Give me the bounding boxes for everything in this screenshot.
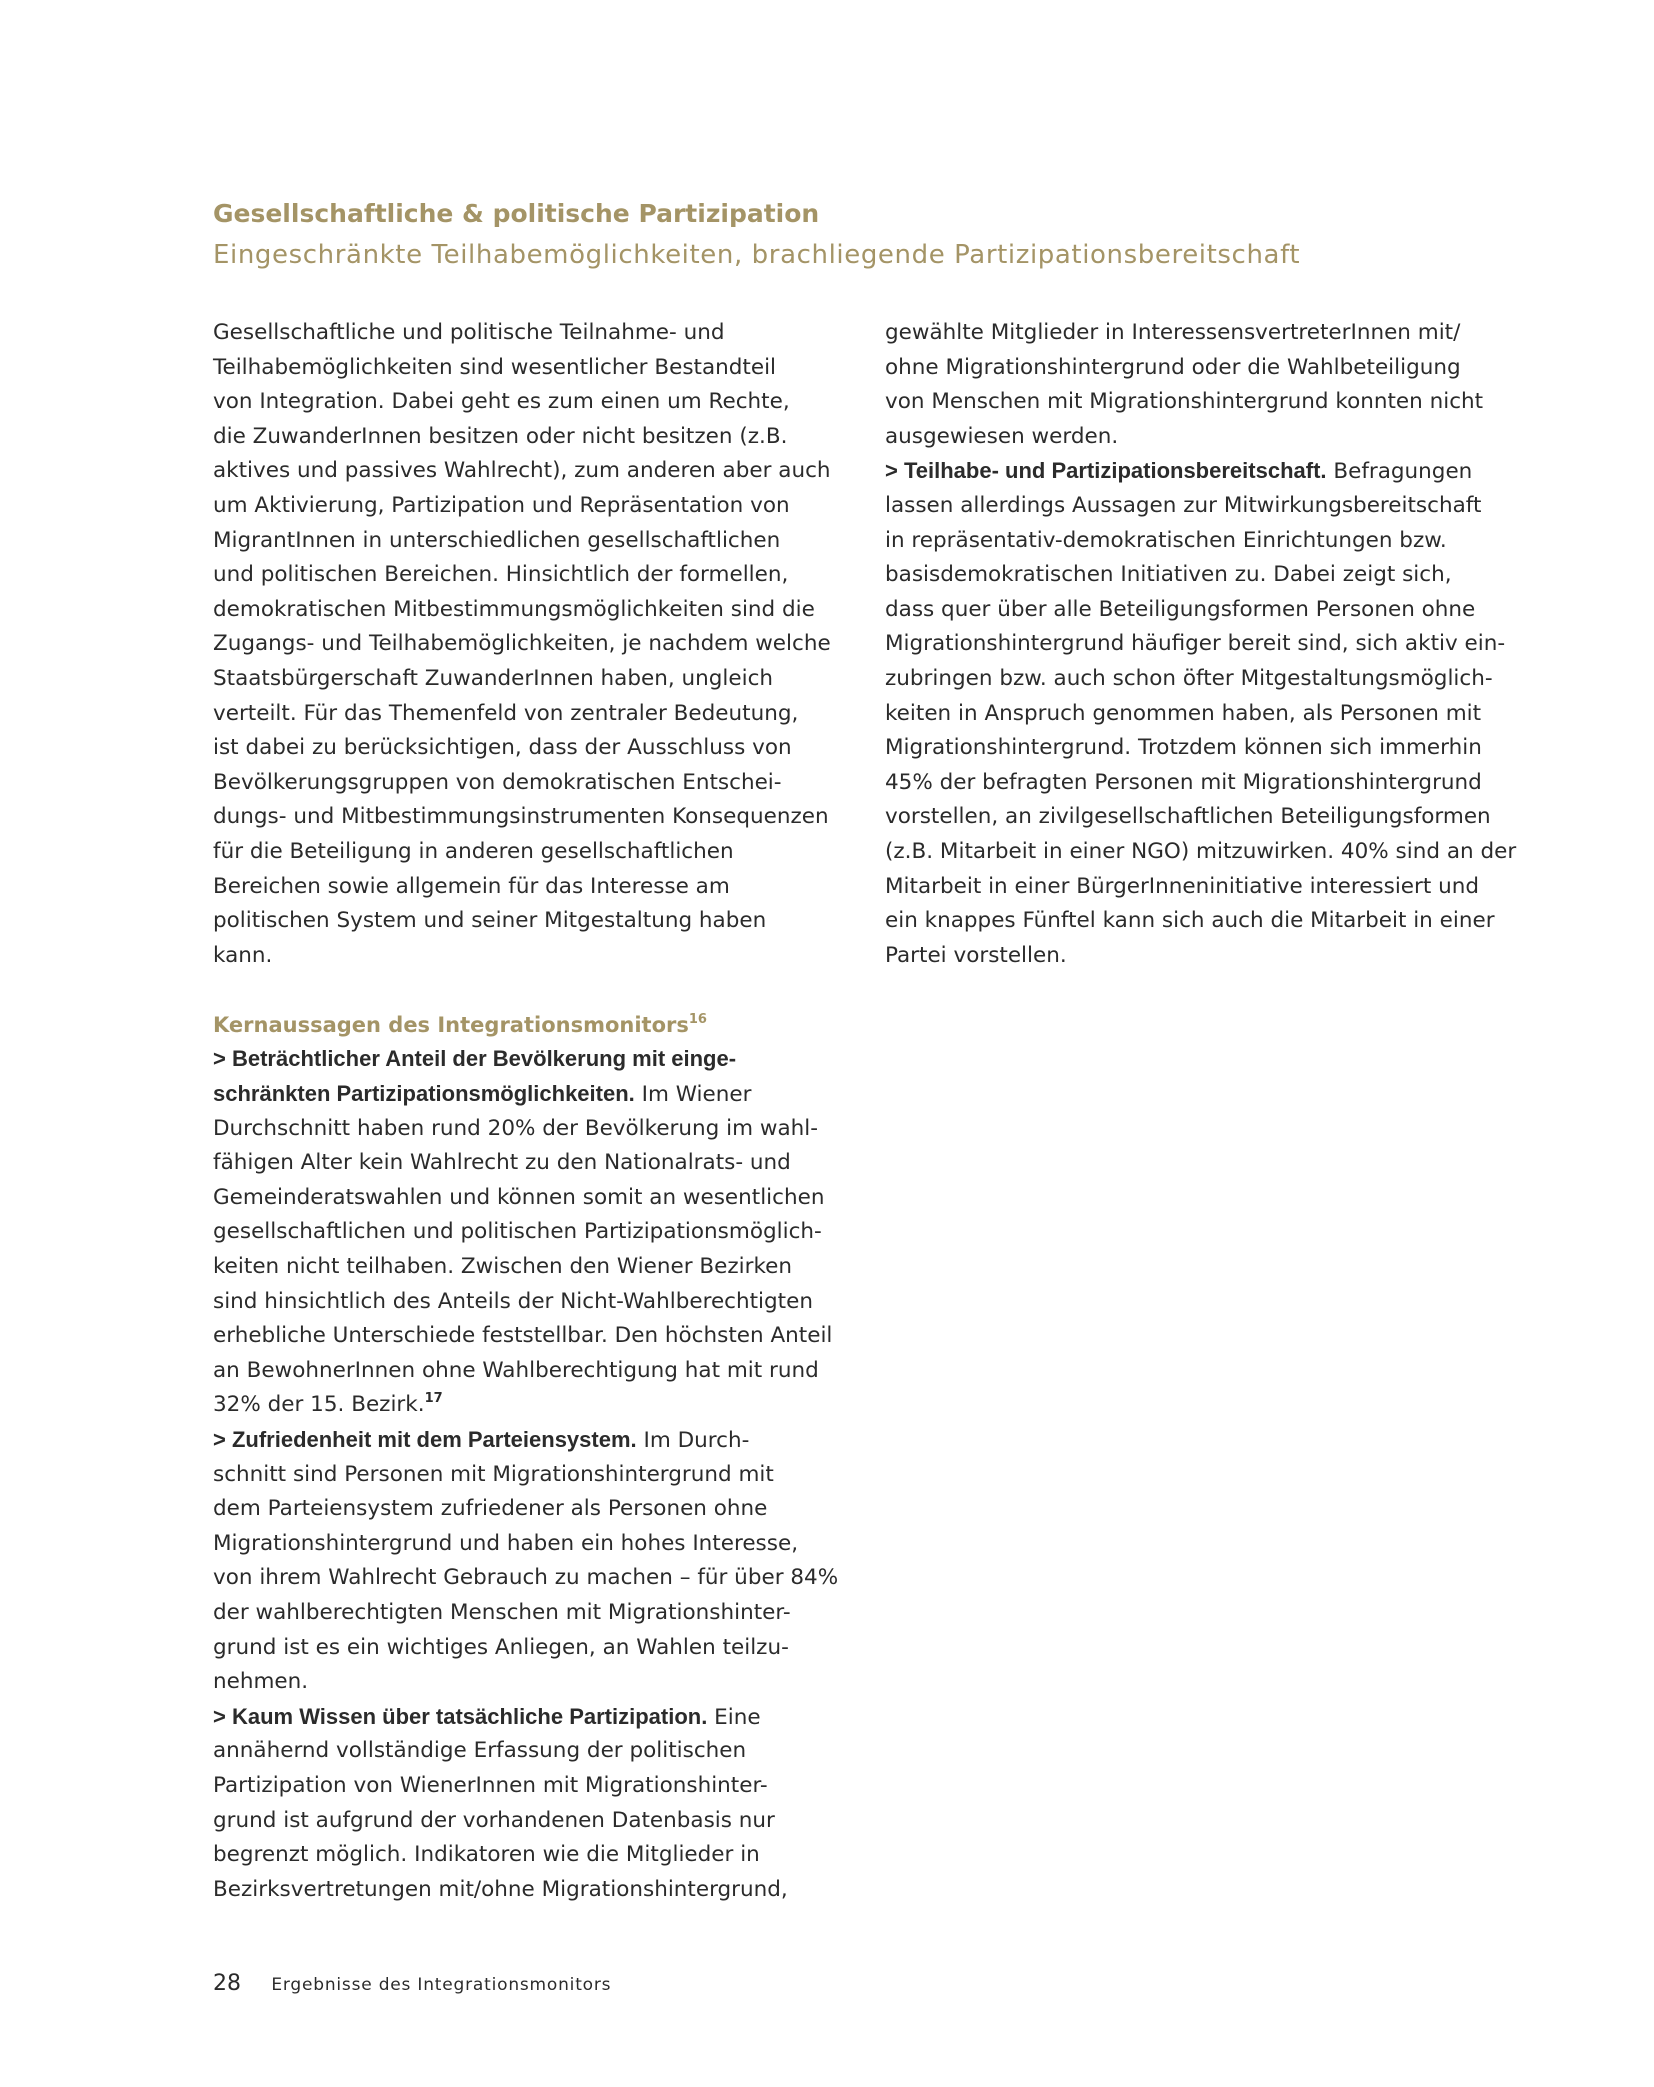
text-line: 45% der befragten Personen mit Migrationshintergrund bbox=[885, 769, 1482, 795]
text-line: Migrationshintergrund und haben ein hohes Interesse, bbox=[213, 1530, 799, 1556]
text-line: lassen allerdings Aussagen zur Mitwirkungsbereitschaft bbox=[885, 492, 1482, 518]
text-line: nehmen. bbox=[213, 1669, 309, 1695]
text-line: und politischen Bereichen. Hinsichtlich der formellen, bbox=[213, 562, 789, 588]
key-statement-4 bbox=[885, 454, 1535, 973]
page-subtitle: Eingeschränkte Teilhabemöglichkeiten, brachliegende Partizipationsbereitschaft bbox=[213, 240, 1301, 270]
text-line: dass quer über alle Beteiligungsformen Personen ohne bbox=[885, 596, 1476, 622]
text-line: demokratischen Mitbestimmungsmöglichkeiten sind die bbox=[213, 596, 815, 622]
text-line: in repräsentativ-demokratischen Einrichtungen bzw. bbox=[885, 527, 1447, 553]
continued-paragraph bbox=[885, 316, 1535, 454]
key-statement-1 bbox=[213, 1042, 863, 1423]
text-line: Gesellschaftliche und politische Teilnahme- und bbox=[213, 320, 725, 345]
text-line bbox=[213, 1423, 863, 1458]
text-line: verteilt. Für das Themenfeld von zentraler Bedeutung, bbox=[213, 700, 799, 726]
text-line: (z.B. Mitarbeit in einer NGO) mitzuwirken. 40% sind an der bbox=[885, 838, 1517, 864]
text-line bbox=[213, 1388, 863, 1423]
text-line: dem Parteiensystem zufriedener als Personen ohne bbox=[213, 1496, 768, 1522]
text-line: ausgewiesen werden. bbox=[885, 423, 1119, 449]
text-line bbox=[213, 1077, 863, 1112]
text-line: grund ist aufgrund der vorhandenen Datenbasis nur bbox=[213, 1807, 775, 1833]
intro-paragraph bbox=[213, 316, 863, 973]
text-line: sind hinsichtlich des Anteils der Nicht-Wahlberechtigten bbox=[213, 1288, 813, 1314]
text-span: Im Wiener bbox=[634, 1082, 752, 1108]
text-line: ohne Migrationshintergrund oder die Wahlbeteiligung bbox=[885, 354, 1461, 380]
text-line: keiten in Anspruch genommen haben, als Personen mit bbox=[885, 700, 1482, 726]
text-line: basisdemokratischen Initiativen zu. Dabei zeigt sich, bbox=[885, 562, 1452, 588]
key-statement-heading: > Kaum Wissen über tatsächliche Partizipation. bbox=[213, 1703, 708, 1729]
key-statement-3 bbox=[213, 1700, 863, 1908]
text-line: aktives und passives Wahlrecht), zum anderen aber auch bbox=[213, 458, 831, 484]
text-line: zubringen bzw. auch schon öfter Mitgestaltungsmöglich- bbox=[885, 665, 1493, 691]
text-line: Migrationshintergrund häufiger bereit sind, sich aktiv ein- bbox=[885, 631, 1506, 657]
page-number: 28 bbox=[213, 1971, 241, 1996]
text-line: von ihrem Wahlrecht Gebrauch zu machen – für über 84% bbox=[213, 1565, 839, 1591]
text-span: 32% der 15. Bezirk. bbox=[213, 1392, 425, 1418]
text-line: Zugangs- und Teilhabemöglichkeiten, je nachdem welche bbox=[213, 631, 831, 657]
text-line: Bevölkerungsgruppen von demokratischen Entschei- bbox=[213, 769, 782, 795]
text-line: Partei vorstellen. bbox=[885, 942, 1067, 968]
text-line: um Aktivierung, Partizipation und Repräsentation von bbox=[213, 492, 790, 518]
footnote-ref: 17 bbox=[424, 1391, 443, 1407]
text-line: fähigen Alter kein Wahlrecht zu den Nationalrats- und bbox=[213, 1150, 791, 1176]
footer-section-label: Ergebnisse des Integrationsmonitors bbox=[271, 1975, 612, 1995]
text-line bbox=[213, 1700, 863, 1735]
text-line: vorstellen, an zivilgesellschaftlichen Beteiligungsformen bbox=[885, 804, 1491, 830]
text-line: ist dabei zu berücksichtigen, dass der Ausschluss von bbox=[213, 735, 792, 761]
text-line: Mitarbeit in einer BürgerInneninitiative interessiert und bbox=[885, 873, 1480, 899]
right-column bbox=[885, 316, 1535, 973]
text-line: Bereichen sowie allgemein für das Interesse am bbox=[213, 873, 730, 899]
text-line: gesellschaftlichen und politischen Partizipationsmöglich- bbox=[213, 1219, 822, 1245]
key-statement-2 bbox=[213, 1423, 863, 1700]
text-line: begrenzt möglich. Indikatoren wie die Mitglieder in bbox=[213, 1842, 760, 1868]
text-line: Partizipation von WienerInnen mit Migrationshinter- bbox=[213, 1772, 768, 1798]
text-line: gewählte Mitglieder in InteressensvertreterInnen mit/ bbox=[885, 320, 1461, 345]
text-line: Gemeinderatswahlen und können somit an wesentlichen bbox=[213, 1184, 825, 1210]
text-line: ein knappes Fünftel kann sich auch die Mitarbeit in einer bbox=[885, 908, 1495, 934]
text-line: politischen System und seiner Mitgestaltung haben bbox=[213, 908, 767, 934]
text-line: von Menschen mit Migrationshintergrund konnten nicht bbox=[885, 389, 1484, 415]
text-line: grund ist es ein wichtiges Anliegen, an Wahlen teilzu- bbox=[213, 1634, 789, 1660]
text-span: Befragungen bbox=[1326, 459, 1473, 485]
text-line: Migrationshintergrund. Trotzdem können sich immerhin bbox=[885, 735, 1482, 761]
key-statement-heading: > Teilhabe- und Partizipationsbereitschaft. bbox=[885, 458, 1327, 484]
text-line: Bezirksvertretungen mit/ohne Migrationshintergrund, bbox=[213, 1876, 788, 1902]
text-line: an BewohnerInnen ohne Wahlberechtigung hat mit rund bbox=[213, 1357, 819, 1383]
text-span: Eine bbox=[707, 1704, 761, 1730]
footnote-ref: 16 bbox=[688, 1011, 707, 1027]
page-footer bbox=[213, 1971, 611, 1996]
text-line: keiten nicht teilhaben. Zwischen den Wiener Bezirken bbox=[213, 1254, 792, 1280]
text-line: annähernd vollständige Erfassung der politischen bbox=[213, 1738, 747, 1764]
text-span: Im Durch- bbox=[636, 1428, 750, 1453]
key-statement-heading: > Beträchtlicher Anteil der Bevölkerung mit einge- bbox=[213, 1046, 737, 1072]
text-line: der wahlberechtigten Menschen mit Migrationshinter- bbox=[213, 1599, 791, 1625]
text-line: erhebliche Unterschiede feststellbar. Den höchsten Anteil bbox=[213, 1323, 833, 1349]
text-line bbox=[885, 454, 1535, 489]
text-line: schnitt sind Personen mit Migrationshintergrund mit bbox=[213, 1461, 774, 1487]
text-line: dungs- und Mitbestimmungsinstrumenten Konsequenzen bbox=[213, 804, 829, 830]
key-statement-heading: > Zufriedenheit mit dem Parteiensystem. bbox=[213, 1427, 637, 1452]
text-line: MigrantInnen in unterschiedlichen gesellschaftlichen bbox=[213, 527, 781, 553]
key-statement-heading: schränkten Partizipationsmöglichkeiten. bbox=[213, 1081, 635, 1107]
text-line: Durchschnitt haben rund 20% der Bevölkerung im wahl- bbox=[213, 1115, 819, 1141]
text-line: kann. bbox=[213, 942, 273, 968]
text-line: für die Beteiligung in anderen gesellschaftlichen bbox=[213, 838, 734, 864]
kernaussagen-heading bbox=[213, 1008, 863, 1043]
kernaussagen-heading-text: Kernaussagen des Integrationsmonitors bbox=[213, 1012, 689, 1037]
text-line: die ZuwanderInnen besitzen oder nicht besitzen (z.B. bbox=[213, 423, 788, 449]
text-line: Staatsbürgerschaft ZuwanderInnen haben, ungleich bbox=[213, 665, 774, 691]
text-line: Teilhabemöglichkeiten sind wesentlicher Bestandteil bbox=[213, 354, 777, 380]
left-column bbox=[213, 316, 863, 1907]
text-line: von Integration. Dabei geht es zum einen um Rechte, bbox=[213, 389, 790, 415]
page-title: Gesellschaftliche & politische Partizipation bbox=[213, 199, 820, 228]
